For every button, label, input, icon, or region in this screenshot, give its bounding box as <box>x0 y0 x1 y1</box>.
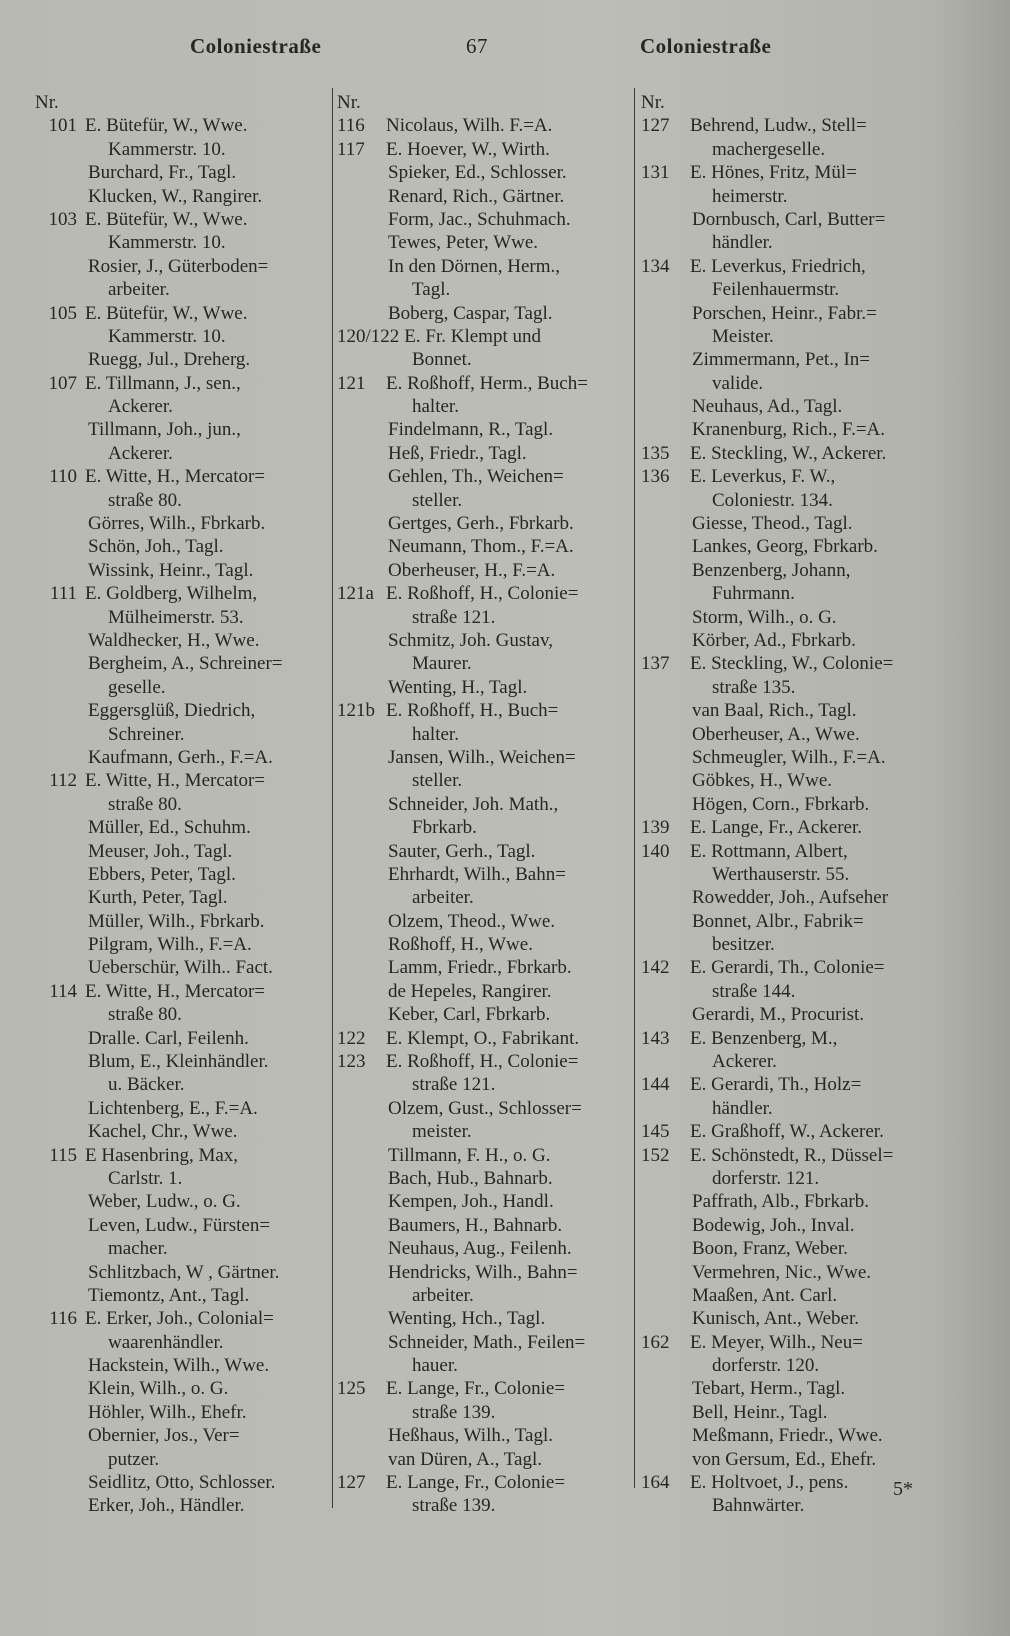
resident-line: Boon, Franz, Weber. <box>692 1238 848 1260</box>
resident-text: E. Lange, Fr., Colonie= <box>386 1378 566 1400</box>
continuation-line: putzer. <box>108 1448 160 1470</box>
continuation-line: Kammerstr. 10. <box>108 232 226 254</box>
house-number: 121b <box>337 700 375 722</box>
continuation-line: Meister. <box>712 325 774 347</box>
resident-line: Tillmann, Joh., jun., <box>88 419 241 441</box>
resident-line: Wenting, H., Tagl. <box>388 676 528 698</box>
continuation-line: händler. <box>712 1097 773 1119</box>
resident-text: E. Bütefür, W., Wwe. <box>85 115 248 137</box>
directory-column-2 <box>337 91 628 1518</box>
continuation-line: Ackerer. <box>108 396 173 418</box>
house-number: 110 <box>49 466 77 488</box>
continuation-line: macher. <box>108 1238 168 1260</box>
house-number: 144 <box>641 1074 670 1096</box>
resident-line: Hackstein, Wilh., Wwe. <box>88 1355 270 1377</box>
resident-line: Pilgram, Wilh., F.=A. <box>88 934 252 956</box>
house-entry <box>35 1144 330 1167</box>
resident-line: Kaufmann, Gerh., F.=A. <box>88 746 273 768</box>
resident-line: Bodewig, Joh., Inval. <box>692 1214 855 1236</box>
house-entry <box>35 208 330 231</box>
house-entry <box>641 1120 933 1143</box>
house-entry <box>337 1471 628 1494</box>
resident-line: Kurth, Peter, Tagl. <box>88 887 228 909</box>
continuation-line: Fbrkarb. <box>412 817 477 839</box>
resident-text: E. Gerardi, Th., Holz= <box>690 1074 862 1096</box>
resident-line: Leven, Ludw., Fürsten= <box>88 1214 271 1236</box>
continuation-line: dorferstr. 121. <box>712 1167 820 1189</box>
house-entry <box>641 1027 933 1050</box>
resident-text: E. Erker, Joh., Colonial= <box>85 1308 274 1330</box>
resident-line: Tewes, Peter, Wwe. <box>388 232 539 254</box>
resident-text: E. Klempt, O., Fabrikant. <box>386 1027 580 1049</box>
resident-line: Boberg, Caspar, Tagl. <box>388 302 553 324</box>
house-entry <box>641 114 933 137</box>
page-number: 67 <box>466 34 488 58</box>
continuation-line: machergeselle. <box>712 138 826 160</box>
resident-line: Högen, Corn., Fbrkarb. <box>692 793 870 815</box>
resident-line: Rosier, J., Güterboden= <box>88 255 269 277</box>
resident-line: Höhler, Wilh., Ehefr. <box>88 1401 247 1423</box>
continuation-line: steller. <box>412 489 463 511</box>
resident-line: Benzenberg, Johann, <box>692 559 851 581</box>
resident-line: Obernier, Jos., Ver= <box>88 1425 240 1447</box>
resident-line: Ehrhardt, Wilh., Bahn= <box>388 863 566 885</box>
resident-line: Form, Jac., Schuhmach. <box>388 208 571 230</box>
resident-text: E. Fr. Klempt und <box>404 325 541 347</box>
house-entry <box>35 465 330 488</box>
house-entry <box>641 956 933 979</box>
house-entry <box>337 114 628 137</box>
house-number: 101 <box>48 115 77 137</box>
resident-line: Körber, Ad., Fbrkarb. <box>692 629 856 651</box>
continuation-line: Feilenhauermstr. <box>712 279 840 301</box>
house-number: 142 <box>641 957 670 979</box>
resident-text: E Hasenbring, Max, <box>85 1144 239 1166</box>
house-number: 123 <box>337 1051 366 1073</box>
continuation-line: arbeiter. <box>108 279 170 301</box>
column-divider <box>332 88 333 1508</box>
continuation-line: straße 139. <box>412 1495 496 1517</box>
resident-text: E. Tillmann, J., sen., <box>85 372 241 394</box>
resident-line: Tebart, Herm., Tagl. <box>692 1378 846 1400</box>
continuation-line: arbeiter. <box>412 1284 474 1306</box>
house-number: 125 <box>337 1378 366 1400</box>
resident-text: Behrend, Ludw., Stell= <box>690 115 867 137</box>
resident-line: In den Dörnen, Herm., <box>388 255 561 277</box>
house-number: 127 <box>641 115 670 137</box>
house-number: 139 <box>641 817 670 839</box>
resident-line: Seidlitz, Otto, Schlosser. <box>88 1472 276 1494</box>
house-number: 162 <box>641 1331 670 1353</box>
house-entry <box>35 1307 330 1330</box>
continuation-line: meister. <box>412 1121 472 1143</box>
continuation-line: straße 121. <box>412 606 496 628</box>
house-number: 120/122 <box>337 325 400 347</box>
house-entry <box>641 840 933 863</box>
resident-text: E. Lange, Fr., Ackerer. <box>690 817 863 839</box>
resident-text: E. Leverkus, Friedrich, <box>690 255 866 277</box>
resident-line: Hendricks, Wilh., Bahn= <box>388 1261 578 1283</box>
resident-text: E. Lange, Fr., Colonie= <box>386 1472 566 1494</box>
continuation-line: Tagl. <box>412 279 451 301</box>
continuation-line: hauer. <box>412 1355 458 1377</box>
house-number: 116 <box>49 1308 77 1330</box>
house-number: 121 <box>337 372 366 394</box>
continuation-line: geselle. <box>108 676 166 698</box>
resident-line: van Baal, Rich., Tagl. <box>692 700 857 722</box>
continuation-line: straße 135. <box>712 676 796 698</box>
directory-column-1 <box>35 91 330 1518</box>
continuation-line: händler. <box>712 232 773 254</box>
house-entry <box>641 816 933 839</box>
resident-text: E. Witte, H., Mercator= <box>85 466 266 488</box>
resident-text: E. Witte, H., Mercator= <box>85 980 266 1002</box>
resident-text: E. Roßhoff, Herm., Buch= <box>386 372 588 394</box>
resident-line: Zimmermann, Pet., In= <box>692 349 870 371</box>
resident-line: Bell, Heinr., Tagl. <box>692 1401 828 1423</box>
continuation-line: besitzer. <box>712 934 775 956</box>
continuation-line: straße 80. <box>108 793 182 815</box>
house-number: 122 <box>337 1027 366 1049</box>
house-number: 112 <box>49 770 77 792</box>
house-entry <box>641 255 933 278</box>
resident-text: E. Roßhoff, H., Buch= <box>386 700 559 722</box>
house-number: 164 <box>641 1472 670 1494</box>
house-number: 134 <box>641 255 670 277</box>
resident-text: E. Steckling, W., Colonie= <box>690 653 894 675</box>
resident-line: Waldhecker, H., Wwe. <box>88 629 260 651</box>
house-entry <box>641 1144 933 1167</box>
resident-text: E. Goldberg, Wilhelm, <box>85 583 258 605</box>
resident-text: E. Steckling, W., Ackerer. <box>690 442 887 464</box>
resident-line: Storm, Wilh., o. G. <box>692 606 837 628</box>
house-number: 152 <box>641 1144 670 1166</box>
continuation-line: Werthauserstr. 55. <box>712 863 850 885</box>
resident-line: Gehlen, Th., Weichen= <box>388 466 564 488</box>
house-number: 103 <box>48 208 77 230</box>
house-number: 105 <box>48 302 77 324</box>
resident-line: Wissink, Heinr., Tagl. <box>88 559 254 581</box>
house-number: 117 <box>337 138 365 160</box>
resident-line: Ebbers, Peter, Tagl. <box>88 863 236 885</box>
resident-line: Heß, Friedr., Tagl. <box>388 442 527 464</box>
signature-mark: 5* <box>893 1478 913 1500</box>
resident-line: Blum, E., Kleinhändler. <box>88 1051 269 1073</box>
house-number: 116 <box>337 115 365 137</box>
resident-line: Olzem, Gust., Schlosser= <box>388 1097 582 1119</box>
resident-line: Tillmann, F. H., o. G. <box>388 1144 551 1166</box>
resident-line: Roßhoff, H., Wwe. <box>388 934 533 956</box>
resident-line: Schlitzbach, W , Gärtner. <box>88 1261 280 1283</box>
resident-line: Porschen, Heinr., Fabr.= <box>692 302 877 324</box>
continuation-line: halter. <box>412 396 459 418</box>
resident-line: Ueberschür, Wilh.. Fact. <box>88 957 273 979</box>
resident-line: Schmitz, Joh. Gustav, <box>388 629 554 651</box>
column-divider <box>634 88 635 1488</box>
resident-line: Eggersglüß, Diedrich, <box>88 700 256 722</box>
resident-line: van Düren, A., Tagl. <box>388 1448 542 1470</box>
house-entry <box>641 465 933 488</box>
resident-text: E. Gerardi, Th., Colonie= <box>690 957 885 979</box>
resident-line: Schön, Joh., Tagl. <box>88 536 224 558</box>
house-entry <box>337 372 628 395</box>
resident-line: Kunisch, Ant., Weber. <box>692 1308 859 1330</box>
resident-line: Gerardi, M., Procurist. <box>692 1004 865 1026</box>
resident-text: E. Roßhoff, H., Colonie= <box>386 1051 579 1073</box>
house-entry <box>337 699 628 722</box>
resident-line: Paffrath, Alb., Fbrkarb. <box>692 1191 869 1213</box>
resident-line: de Hepeles, Rangirer. <box>388 980 552 1002</box>
resident-line: Klein, Wilh., o. G. <box>88 1378 229 1400</box>
resident-line: Lichtenberg, E., F.=A. <box>88 1097 258 1119</box>
continuation-line: straße 144. <box>712 980 796 1002</box>
resident-line: Heßhaus, Wilh., Tagl. <box>388 1425 554 1447</box>
house-entry <box>35 980 330 1003</box>
resident-line: Neuhaus, Aug., Feilenh. <box>388 1238 572 1260</box>
continuation-line: heimerstr. <box>712 185 788 207</box>
continuation-line: Carlstr. 1. <box>108 1167 183 1189</box>
continuation-line: halter. <box>412 723 459 745</box>
resident-line: Kempen, Joh., Handl. <box>388 1191 554 1213</box>
resident-text: E. Hönes, Fritz, Mül= <box>690 162 857 184</box>
resident-line: Olzem, Theod., Wwe. <box>388 910 556 932</box>
resident-line: Lankes, Georg, Fbrkarb. <box>692 536 878 558</box>
house-entry <box>641 161 933 184</box>
continuation-line: waarenhändler. <box>108 1331 224 1353</box>
house-entry <box>641 1471 933 1494</box>
resident-line: Renard, Rich., Gärtner. <box>388 185 565 207</box>
resident-line: Bergheim, A., Schreiner= <box>88 653 283 675</box>
resident-text: E. Graßhoff, W., Ackerer. <box>690 1121 884 1143</box>
resident-line: Maaßen, Ant. Carl. <box>692 1284 838 1306</box>
house-entry <box>35 302 330 325</box>
continuation-line: Ackerer. <box>712 1051 777 1073</box>
continuation-line: Ackerer. <box>108 442 173 464</box>
resident-line: Spieker, Ed., Schlosser. <box>388 162 567 184</box>
continuation-line: valide. <box>712 372 764 394</box>
resident-text: E. Holtvoet, J., pens. <box>690 1472 849 1494</box>
resident-line: Müller, Wilh., Fbrkarb. <box>88 910 265 932</box>
house-number: 136 <box>641 466 670 488</box>
house-entry <box>337 138 628 161</box>
house-entry <box>641 652 933 675</box>
resident-text: E. Witte, H., Mercator= <box>85 770 266 792</box>
running-header-right: Coloniestraße <box>640 34 772 58</box>
house-entry <box>337 1377 628 1400</box>
resident-line: Baumers, H., Bahnarb. <box>388 1214 563 1236</box>
continuation-line: Mülheimerstr. 53. <box>108 606 244 628</box>
resident-text: E. Meyer, Wilh., Neu= <box>690 1331 863 1353</box>
resident-line: Jansen, Wilh., Weichen= <box>388 746 576 768</box>
resident-line: Göbkes, H., Wwe. <box>692 770 833 792</box>
house-number: 114 <box>49 980 77 1002</box>
resident-line: Ruegg, Jul., Dreherg. <box>88 349 251 371</box>
resident-text: E. Bütefür, W., Wwe. <box>85 208 248 230</box>
continuation-line: dorferstr. 120. <box>712 1355 820 1377</box>
house-number: 143 <box>641 1027 670 1049</box>
continuation-line: straße 139. <box>412 1401 496 1423</box>
house-number: 137 <box>641 653 670 675</box>
resident-text: E. Roßhoff, H., Colonie= <box>386 583 579 605</box>
resident-line: Keber, Carl, Fbrkarb. <box>388 1004 551 1026</box>
resident-line: Meuser, Joh., Tagl. <box>88 840 233 862</box>
resident-line: Neumann, Thom., F.=A. <box>388 536 574 558</box>
resident-line: Klucken, W., Rangirer. <box>88 185 263 207</box>
resident-line: Kachel, Chr., Wwe. <box>88 1121 238 1143</box>
house-entry <box>337 582 628 605</box>
resident-line: Müller, Ed., Schuhm. <box>88 817 251 839</box>
resident-line: Schneider, Joh. Math., <box>388 793 559 815</box>
resident-line: Rowedder, Joh., Aufseher <box>692 887 889 909</box>
continuation-line: Kammerstr. 10. <box>108 138 226 160</box>
continuation-line: steller. <box>412 770 463 792</box>
continuation-line: Coloniestr. 134. <box>712 489 833 511</box>
resident-line: von Gersum, Ed., Ehefr. <box>692 1448 877 1470</box>
resident-line: Bonnet, Albr., Fabrik= <box>692 910 864 932</box>
continuation-line: straße 80. <box>108 489 182 511</box>
house-entry <box>337 1050 628 1073</box>
resident-line: Neuhaus, Ad., Tagl. <box>692 396 843 418</box>
resident-text: Nicolaus, Wilh. F.=A. <box>386 115 553 137</box>
resident-line: Gertges, Gerh., Fbrkarb. <box>388 513 574 535</box>
house-entry <box>337 325 628 348</box>
house-number: 140 <box>641 840 670 862</box>
house-entry <box>35 372 330 395</box>
number-column-heading: Nr. <box>337 92 361 113</box>
directory-column-3 <box>641 91 933 1518</box>
resident-line: Erker, Joh., Händler. <box>88 1495 245 1517</box>
house-number: 121a <box>337 583 374 605</box>
house-number: 127 <box>337 1472 366 1494</box>
house-entry <box>641 442 933 465</box>
house-entry <box>641 1073 933 1096</box>
house-entry <box>641 1331 933 1354</box>
resident-line: Findelmann, R., Tagl. <box>388 419 554 441</box>
resident-line: Dralle. Carl, Feilenh. <box>88 1027 249 1049</box>
continuation-line: Kammerstr. 10. <box>108 325 226 347</box>
resident-line: Schneider, Math., Feilen= <box>388 1331 586 1353</box>
continuation-line: arbeiter. <box>412 887 474 909</box>
continuation-line: Bahnwärter. <box>712 1495 805 1517</box>
continuation-line: Bonnet. <box>412 349 472 371</box>
resident-line: Kranenburg, Rich., F.=A. <box>692 419 886 441</box>
house-number: 135 <box>641 442 670 464</box>
resident-line: Tiemontz, Ant., Tagl. <box>88 1284 250 1306</box>
continuation-line: Maurer. <box>412 653 472 675</box>
resident-line: Dornbusch, Carl, Butter= <box>692 208 886 230</box>
resident-text: E. Benzenberg, M., <box>690 1027 838 1049</box>
resident-line: Görres, Wilh., Fbrkarb. <box>88 513 266 535</box>
continuation-line: Schreiner. <box>108 723 185 745</box>
resident-text: E. Leverkus, F. W., <box>690 466 836 488</box>
house-number: 107 <box>48 372 77 394</box>
resident-line: Lamm, Friedr., Fbrkarb. <box>388 957 572 979</box>
resident-text: E. Hoever, W., Wirth. <box>386 138 550 160</box>
house-entry <box>35 769 330 792</box>
resident-line: Bach, Hub., Bahnarb. <box>388 1167 553 1189</box>
resident-line: Vermehren, Nic., Wwe. <box>692 1261 872 1283</box>
house-number: 145 <box>641 1121 670 1143</box>
resident-line: Schmeugler, Wilh., F.=A. <box>692 746 886 768</box>
resident-line: Meßmann, Friedr., Wwe. <box>692 1425 883 1447</box>
resident-line: Oberheuser, A., Wwe. <box>692 723 860 745</box>
house-entry <box>337 1027 628 1050</box>
continuation-line: u. Bäcker. <box>108 1074 185 1096</box>
continuation-line: straße 80. <box>108 1004 182 1026</box>
house-entry <box>35 114 330 137</box>
house-number: 131 <box>641 162 670 184</box>
resident-text: E. Schönstedt, R., Düssel= <box>690 1144 894 1166</box>
resident-line: Giesse, Theod., Tagl. <box>692 513 853 535</box>
number-column-heading: Nr. <box>35 92 59 113</box>
continuation-line: Fuhrmann. <box>712 583 795 605</box>
resident-text: E. Rottmann, Albert, <box>690 840 848 862</box>
resident-line: Wenting, Hch., Tagl. <box>388 1308 546 1330</box>
continuation-line: straße 121. <box>412 1074 496 1096</box>
house-number: 115 <box>49 1144 77 1166</box>
running-header-left: Coloniestraße <box>190 34 322 58</box>
resident-text: E. Bütefür, W., Wwe. <box>85 302 248 324</box>
house-number: 111 <box>49 583 77 605</box>
house-entry <box>35 582 330 605</box>
resident-line: Sauter, Gerh., Tagl. <box>388 840 536 862</box>
resident-line: Weber, Ludw., o. G. <box>88 1191 241 1213</box>
resident-line: Oberheuser, H., F.=A. <box>388 559 556 581</box>
resident-line: Burchard, Fr., Tagl. <box>88 162 237 184</box>
number-column-heading: Nr. <box>641 92 665 113</box>
